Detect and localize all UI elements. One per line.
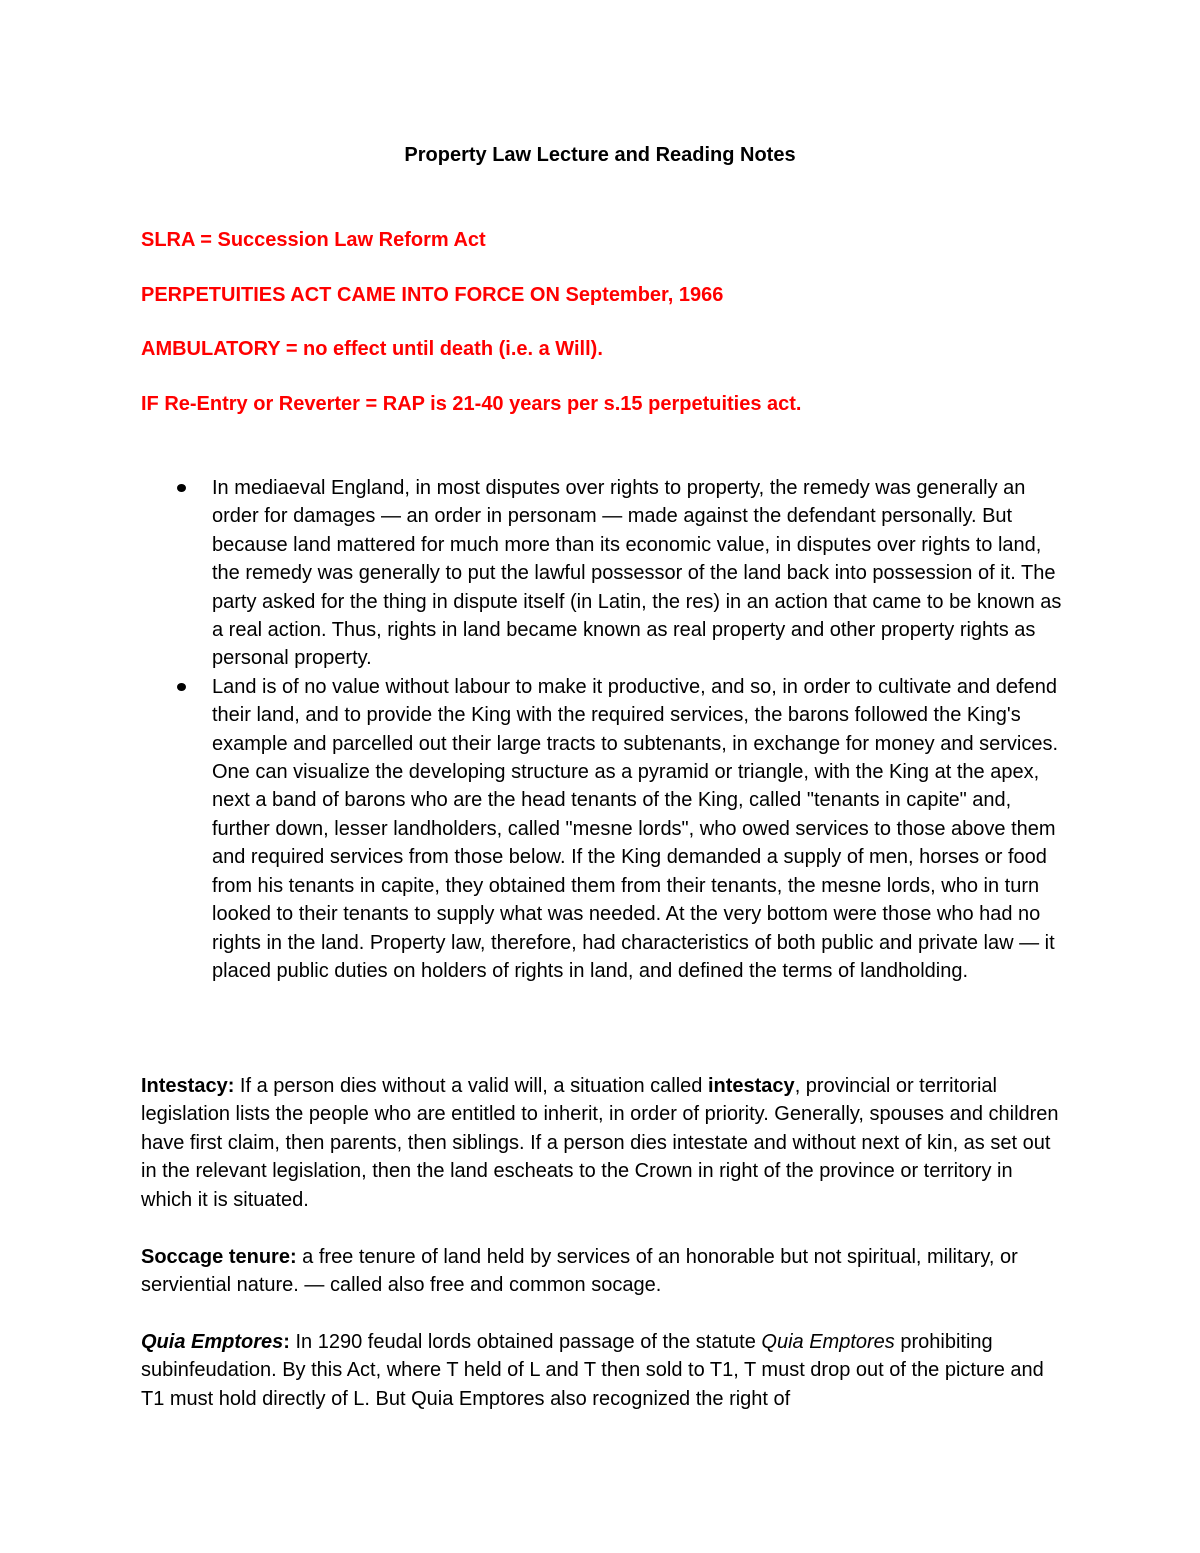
note-slra: SLRA = Succession Law Reform Act (141, 229, 486, 251)
bullet-text: Land is of no value without labour to make it productive, and so, in order to cultivate and defend their land, and to provide the King with the required services, the barons followed the King's example and parcelled out their large tracts to subtenants, in exchange for money and services. One can visualize the developing structure as a pyramid or triangle, with the King at the apex, next a band of barons who are the head tenants of the King, called "tenants in capite" and, further down, lesser landholders, called "mesne lords", who owed services to those above them and required services from those below. If the King demanded a supply of men, horses or food from his tenants in capite, they obtained them from their tenants, the mesne lords, who in turn looked to their tenants to supply what was needed. At the very bottom were those who had no rights in the land. Property law, therefore, had characteristics of both public and private law — it placed public duties on holders of rights in land, and defined the terms of landholding. (212, 675, 1059, 982)
quia-text-2: prohibiting subinfeudation. By this Act, where T held of L and T then sold to T1, T must drop out of the picture and T1 must hold directly of L. But Quia Emptores also recognized the right of (141, 1331, 1044, 1410)
note-perpetuities-act: PERPETUITIES ACT CAME INTO FORCE ON September, 1966 (141, 284, 724, 306)
soccage-term: Soccage tenure: (141, 1246, 297, 1268)
intestacy-text-2: , provincial or territorial legislation lists the people who are entitled to inherit, in order of priority. Generally, spouses and children have first claim, then parents, then siblings. If a person dies intestate and without next of kin, as set out in the relevant legislation, then the land escheats to the Crown in right of the province or territory in which it is situated. (141, 1075, 1059, 1211)
note-re-entry-reverter: IF Re-Entry or Reverter = RAP is 21-40 years per s.15 perpetuities act. (141, 393, 802, 415)
quia-term-colon: : (283, 1331, 290, 1353)
intestacy-term: Intestacy: (141, 1075, 235, 1097)
bullet-list (141, 474, 1071, 985)
intestacy-text-1: If a person dies without a valid will, a situation called (234, 1075, 708, 1097)
document-title: Property Law Lecture and Reading Notes (404, 144, 796, 166)
intestacy-bold-word: intestacy (707, 1075, 795, 1097)
quia-term: Quia Emptores (141, 1331, 284, 1353)
bullet-icon (177, 683, 186, 691)
bullet-text: In mediaeval England, in most disputes over rights to property, the remedy was generally an order for damages — an order in personam — made against the defendant personally. But because land mattered for much more than its economic value, in disputes over rights to land, the remedy was generally to put the lawful possessor of the land back into possession of it. The party asked for the thing in dispute itself (in Latin, the res) in an action that came to be known as a real action. Thus, rights in land became known as real property and other property rights as personal property. (212, 477, 1062, 670)
soccage-paragraph (141, 1243, 1061, 1300)
quia-italic-word: Quia Emptores (761, 1331, 895, 1353)
soccage-text: a free tenure of land held by services of an honorable but not spiritual, military, or serviential nature. — called also free and common socage. (141, 1246, 1018, 1297)
list-item (141, 474, 1071, 673)
note-ambulatory: AMBULATORY = no effect until death (i.e. a Will). (141, 338, 603, 360)
intestacy-paragraph (141, 1072, 1061, 1214)
quia-text-1: In 1290 feudal lords obtained passage of the statute (289, 1331, 762, 1353)
bullet-icon (177, 484, 186, 492)
quia-emptores-paragraph (141, 1328, 1061, 1413)
list-item (141, 673, 1071, 985)
